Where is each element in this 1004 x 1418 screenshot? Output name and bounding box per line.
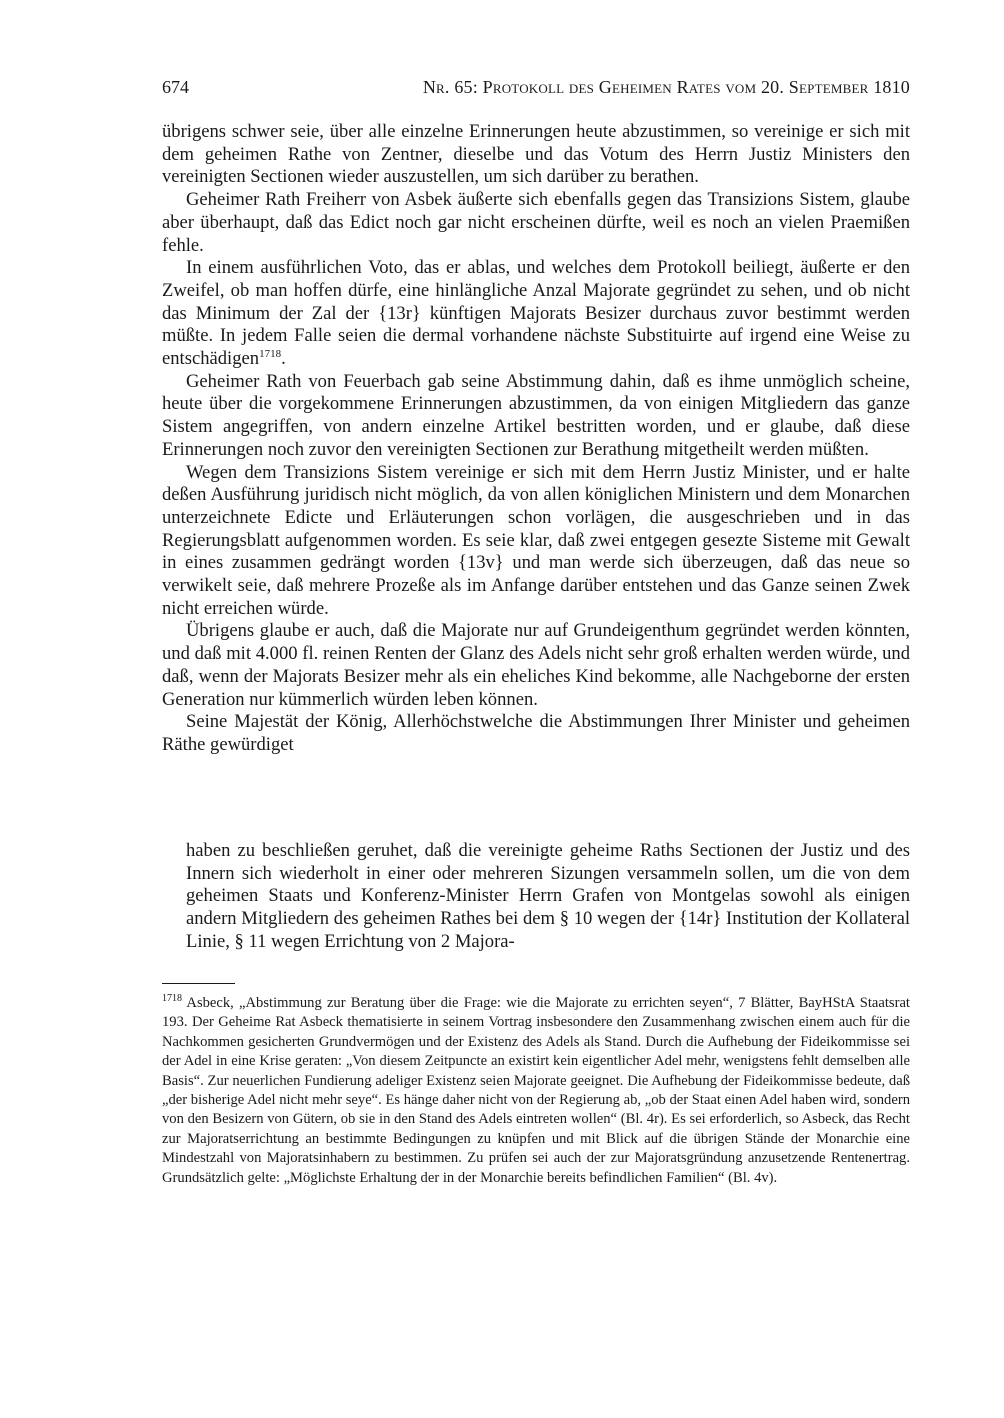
paragraph: Geheimer Rath Freiherr von Asbek äußerte sich ebenfalls gegen das Transizions Sistem, glaube aber überhaupt, daß das Edict noch gar nicht erscheinen dürfte, weil es noch an vielen Praemißen fehle. [162, 189, 910, 256]
footnote [162, 994, 910, 1188]
page-number: 674 [162, 77, 189, 97]
main-text [162, 121, 910, 757]
footnotes [162, 994, 910, 1188]
paragraph-end: . [281, 348, 286, 370]
footnote-text: Asbeck, „Abstimmung zur Beratung über die Frage: wie die Majorate zu errichten seyen“, 7 Blätter, BayHStA Staatsrat 193. Der Geheime Rat Asbeck thematisierte in seinem Vortrag insbesondere den Zusammenhang zwischen einem auch für die Nachkommen gesicherten Grundvermögen und der Existenz des Adels als Stand. Durch die Aufhebung der Fideikommisse sei der Adel in eine Krise geraten: „Von diesem Zeitpuncte an existirt kein eigentlicher Adel mehr, wenigstens fehlt demselben alle Basis“. Zur neuerlichen Fundierung adeliger Existenz seien Majorate geeignet. Die Aufhebung der Fideikommisse bedeute, daß „der bisherige Adel nicht mehr seye“. Es hänge daher nicht von der Regierung ab, „ob der Staat einen Adel haben wird, sondern von den Besizern von Gütern, ob sie in den Stand des Adels eintreten wollen“ (Bl. 4r). Es sei erforderlich, so Asbeck, das Recht zur Majoratserrichtung an bestimmte Bedingungen zu knüpfen und mit Blick auf die übrigen Stände der Monarchie eine Mindestzahl von Majoratsinhabern zu bestimmen. Zu prüfen sei auch der zur Majoratsgründung anzusetzende Rentenertrag. Grundsätzlich gelte: „Möglichste Erhaltung der in der Monarchie bereits befindlichen Familien“ (Bl. 4v). [162, 995, 910, 1186]
page-header [162, 75, 910, 99]
paragraph: Seine Majestät der König, Allerhöchstwelche die Abstimmungen Ihrer Minister und geheimen Räthe gewürdiget [162, 711, 910, 755]
paragraph: übrigens schwer seie, über alle einzelne Erinnerungen heute abzustimmen, so vereinige er sich mit dem geheimen Rathe von Zentner, dieselbe und das Votum des Herrn Justiz Ministers den vereinigten Sectionen wieder auszustellen, um sich darüber zu berathen. [162, 121, 910, 188]
footnote-number: 1718 [162, 993, 182, 1005]
running-head: Nr. 65: Protokoll des Geheimen Rates vom 20. September 1810 [422, 77, 910, 97]
footnote-divider [162, 983, 235, 984]
paragraph [162, 257, 910, 371]
paragraph: Wegen dem Transizions Sistem vereinige er sich mit dem Herrn Justiz Minister, und er halte deßen Ausführung juridisch nicht möglich, da von allen königlichen Ministern und dem Monarchen unterzeichnete Edicte und Erläuterungen schon vorlägen, die ausgeschrieben und in das Regierungsblatt aufgenommen worden. Es seie klar, daß zwei entgegen gesezte Sisteme mit Gewalt in eines zusammen gedrängt worden {13v} und man werde sich überzeugen, daß das neue so verwikelt seie, daß mehrere Prozeße als im Anfange darüber entstehen und das Ganze seinen Zwek nicht erreichen würde. [162, 461, 910, 619]
resolution-block [186, 840, 910, 954]
footnote-reference[interactable]: 1718 [259, 347, 282, 360]
paragraph: Übrigens glaube er auch, daß die Majorate nur auf Grundeigenthum gegründet werden könnten, und daß mit 4.000 fl. reinen Renten der Glanz des Adels nicht sehr groß erhalten werden würde, und daß, wenn der Majorats Besizer mehr als ein eheliches Kind bekomme, alle Nachgeborne der ersten Generation nur kümmerlich würden leben können. [162, 620, 910, 710]
paragraph-text: In einem ausführlichen Voto, das er ablas, und welches dem Protokoll beiliegt, äußerte er den Zweifel, ob man hoffen dürfe, eine hinlängliche Anzal Majorate gegründet zu sehen, und ob nicht das Minimum der Zal der {13r} künftigen Majorats Besizer durchaus zuvor bestimmt werden müßte. In jedem Falle seien die dermal vorhandene nächste Substituirte auf irgend eine Weise zu entschädigen [162, 257, 910, 370]
resolution-text: haben zu beschließen geruhet, daß die vereinigte geheime Raths Sectionen der Justiz und des Innern sich wiederholt in einer oder mehreren Sizungen versammeln sollen, um die von dem geheimen Staats und Konferenz-Minister Herrn Grafen von Montgelas sowohl als einigen andern Mitgliedern des geheimen Rathes bei dem § 10 wegen der {14r} Institution der Kollateral Linie, § 11 wegen Errichtung von 2 Majora- [186, 840, 910, 952]
paragraph: Geheimer Rath von Feuerbach gab seine Abstimmung dahin, daß es ihme unmöglich scheine, heute über die vorgekommene Erinnerungen abzustimmen, da von einigen Mitgliedern das ganze Sistem angegriffen, von andern einzelne Artikel bestritten worden, und er glaube, daß diese Erinnerungen noch zuvor den vereinigten Sectionen zur Berathung mitgetheilt werden müßten. [162, 370, 910, 460]
